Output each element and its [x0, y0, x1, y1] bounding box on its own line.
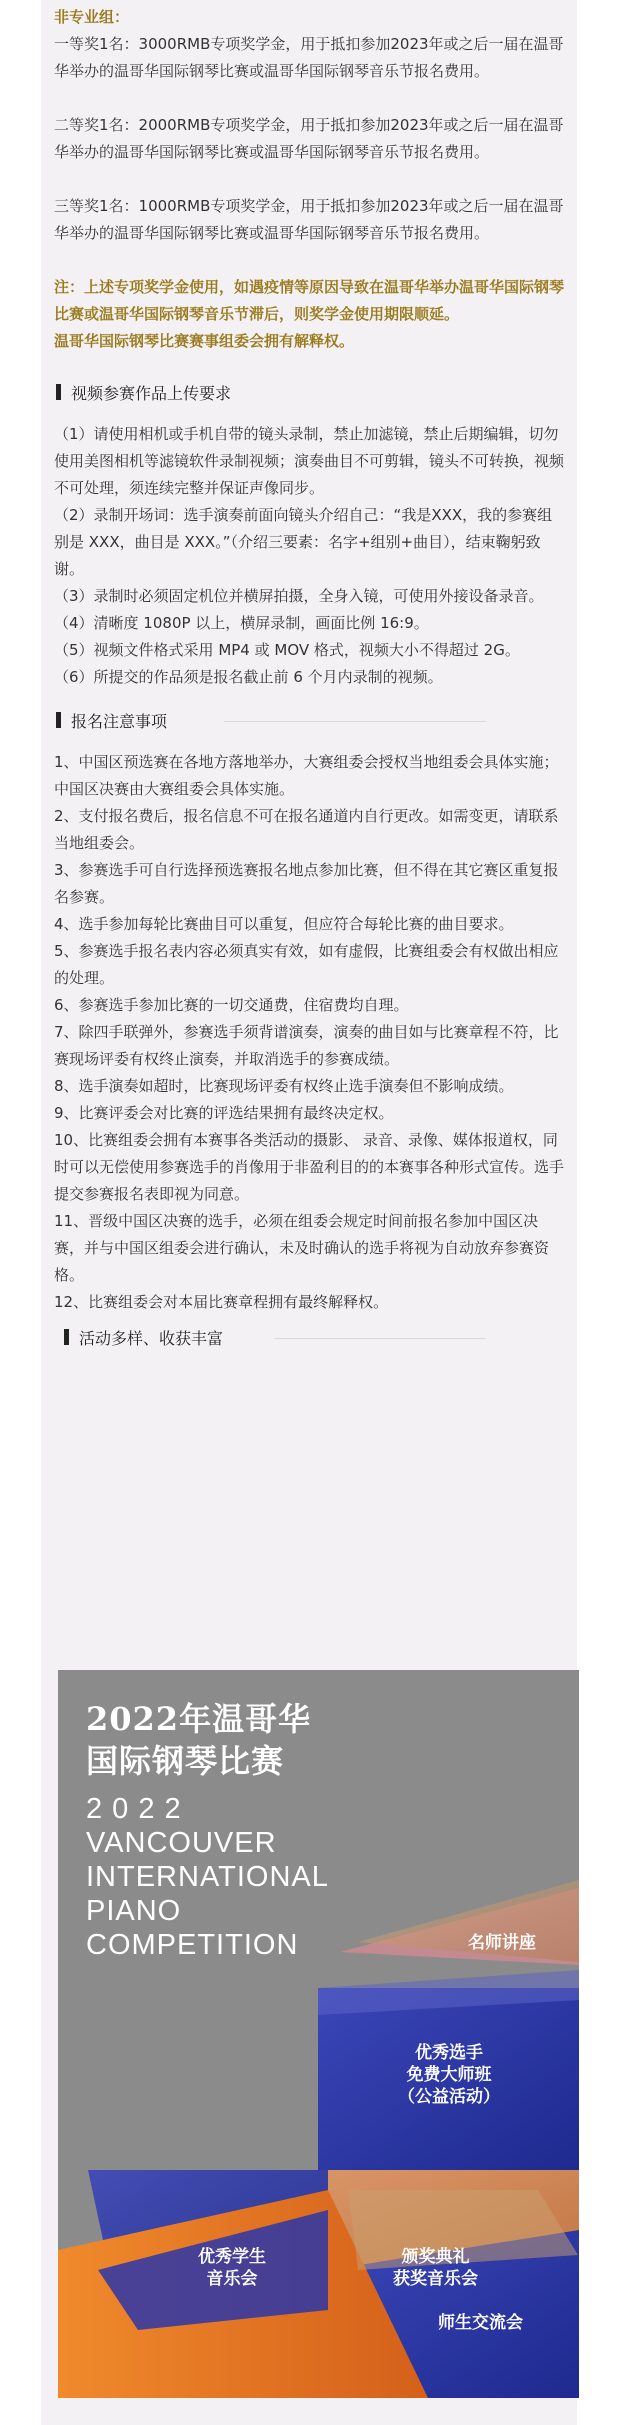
prize-first: 一等奖1名：3000RMB专项奖学金，用于抵扣参加2023年或之后一届在温哥华举办的温哥华国际钢琴比赛或温哥华国际钢琴音乐节报名费用。	[54, 35, 564, 80]
article-content	[54, 0, 566, 1352]
poster-title-cn-line1: 2022年温哥华	[86, 1700, 312, 1738]
prize-second: 二等奖1名：2000RMB专项奖学金，用于抵扣参加2023年或之后一届在温哥华举办的温哥华国际钢琴比赛或温哥华国际钢琴音乐节报名费用。	[54, 116, 564, 161]
interpretation-rights: 温哥华国际钢琴比赛赛事组委会拥有解释权。	[54, 332, 355, 350]
heading-divider	[224, 721, 486, 722]
prize-third: 三等奖1名：1000RMB专项奖学金，用于抵扣参加2023年或之后一届在温哥华举办的温哥华国际钢琴比赛或温哥华国际钢琴音乐节报名费用。	[54, 197, 564, 242]
label-line: 获奖音乐会	[393, 2269, 478, 2289]
activities-section-heading	[54, 1322, 566, 1352]
video-section-heading	[54, 377, 566, 407]
poster-title-cn	[86, 1698, 311, 1782]
label-line: 免费大师班	[406, 2065, 492, 2085]
label-free-masterclass	[398, 2042, 500, 2108]
label-exchange: 师生交流会	[438, 2313, 523, 2333]
list-item: （4）清晰度 1080P 以上，横屏录制，画面比例 16:9。	[54, 614, 429, 632]
notice-section-title: 报名注意事项	[71, 711, 168, 731]
label-student-concert	[198, 2246, 266, 2290]
list-item: 4、选手参加每轮比赛曲目可以重复，但应符合每轮比赛的曲目要求。	[54, 915, 514, 933]
heading-bar	[64, 1329, 69, 1345]
poster-title-en-line: INTERNATIONAL	[86, 1861, 329, 1893]
poster-title-en-line: COMPETITION	[86, 1929, 299, 1961]
poster-title-en	[86, 1792, 329, 1962]
video-requirements-list	[54, 421, 566, 691]
heading-bar	[56, 712, 61, 728]
poster-title-en-line: VANCOUVER	[86, 1827, 277, 1859]
list-item: （1）请使用相机或手机自带的镜头录制，禁止加滤镜，禁止后期编辑，切勿使用美图相机等滤镜软件录制视频；演奏曲目不可剪辑，镜头不可转换，视频不可处理，须连续完整并保证声像同步。	[54, 425, 565, 497]
list-item: 10、比赛组委会拥有本赛事各类活动的摄影、 录音、录像、媒体报道权，同时可以无偿使用参赛选手的肖像用于非盈利目的的本赛事各种形式宣传。选手提交参赛报名表即视为同意。	[54, 1131, 565, 1203]
non-pro-group-title: 非专业组：	[54, 8, 130, 26]
list-item: 11、晋级中国区决赛的选手，必须在组委会规定时间前报名参加中国区决赛，并与中国区组委会进行确认，未及时确认的选手将视为自动放弃参赛资格。	[54, 1212, 550, 1284]
list-item: （2）录制开场词：选手演奏前面向镜头介绍自己：“我是XXX，我的参赛组别是 XXX，曲目是 XXX。”（介绍三要素：名字+组别+曲目），结束鞠躬致谢。	[54, 506, 553, 578]
label-award-ceremony	[393, 2246, 478, 2290]
competition-poster	[58, 1670, 579, 2398]
video-section-title: 视频参赛作品上传要求	[71, 383, 232, 403]
list-item: （5）视频文件格式采用 MP4 或 MOV 格式，视频大小不得超过 2G。	[54, 641, 520, 659]
list-item: 12、比赛组委会对本届比赛章程拥有最终解释权。	[54, 1293, 389, 1311]
list-item: 5、参赛选手报名表内容必须真实有效，如有虚假，比赛组委会有权做出相应的处理。	[54, 942, 559, 987]
list-item: 2、支付报名费后，报名信息不可在报名通道内自行更改。如需变更，请联系当地组委会。	[54, 807, 559, 852]
list-item: 3、参赛选手可自行选择预选赛报名地点参加比赛，但不得在其它赛区重复报名参赛。	[54, 861, 559, 906]
scholarship-note: 注：上述专项奖学金使用，如遇疫情等原因导致在温哥华举办温哥华国际钢琴比赛或温哥华国际钢琴音乐节滞后，则奖学金使用期限顺延。	[54, 278, 565, 323]
heading-divider	[274, 1338, 486, 1339]
list-item: 7、除四手联弹外，参赛选手须背谱演奏，演奏的曲目如与比赛章程不符，比赛现场评委有权终止演奏，并取消选手的参赛成绩。	[54, 1023, 559, 1068]
list-item: 9、比赛评委会对比赛的评选结果拥有最终决定权。	[54, 1104, 394, 1122]
label-line: 颁奖典礼	[401, 2247, 470, 2267]
list-item: 8、选手演奏如超时，比赛现场评委有权终止选手演奏但不影响成绩。	[54, 1077, 514, 1095]
label-masterclass-lecture: 名师讲座	[468, 1933, 536, 1953]
poster-title-en-line: PIANO	[86, 1895, 182, 1927]
label-line: 音乐会	[206, 2269, 258, 2289]
list-item: 1、中国区预选赛在各地方落地举办，大赛组委会授权当地组委会具体实施；中国区决赛由大赛组委会具体实施。	[54, 753, 559, 798]
heading-bar	[56, 384, 61, 400]
label-line: （公益活动）	[398, 2087, 500, 2107]
list-item: （3）录制时必须固定机位并横屏拍摄，全身入镜，可使用外接设备录音。	[54, 587, 544, 605]
notice-section-heading	[54, 705, 566, 735]
list-item: 6、参赛选手参加比赛的一切交通费，住宿费均自理。	[54, 996, 409, 1014]
list-item: （6）所提交的作品须是报名截止前 6 个月内录制的视频。	[54, 668, 443, 686]
notice-list	[54, 749, 566, 1316]
activities-section-title: 活动多样、收获丰富	[79, 1328, 224, 1348]
poster-title-cn-line2: 国际钢琴比赛	[86, 1742, 285, 1780]
label-line: 优秀学生	[198, 2247, 266, 2267]
poster-title-en-year: 2 0 2 2	[86, 1793, 182, 1825]
label-line: 优秀选手	[415, 2043, 483, 2063]
